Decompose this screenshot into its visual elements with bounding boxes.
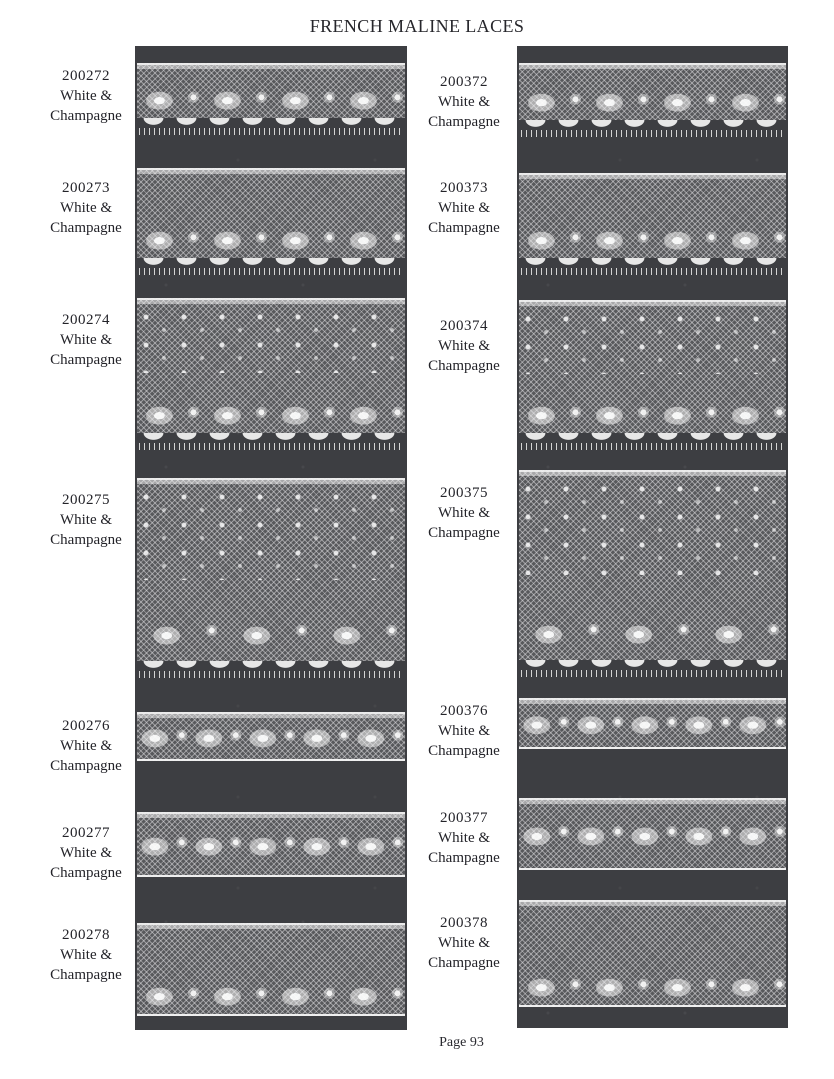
lace-motifs — [519, 606, 786, 658]
lace-sample-200374 — [519, 300, 786, 433]
lace-sample-200377 — [519, 798, 786, 870]
item-shade-line2: Champagne — [50, 352, 122, 368]
sample-label-200372 — [414, 72, 514, 132]
item-shade-line1: White & — [437, 200, 491, 216]
page-title: FRENCH MALINE LACES — [309, 16, 525, 36]
item-shade-line2: Champagne — [428, 358, 500, 374]
item-shade-line1: White & — [437, 94, 491, 110]
sample-label-200272 — [36, 66, 136, 126]
lace-sample-200376 — [519, 698, 786, 749]
sample-label-200376 — [414, 701, 514, 761]
item-shade-line2: Champagne — [428, 850, 500, 866]
lace-sample-200373 — [519, 173, 786, 258]
page-number: Page 93 — [439, 1035, 484, 1050]
lace-sample-200276 — [137, 712, 405, 761]
item-code: 200272 — [62, 68, 110, 84]
item-shade-line2: Champagne — [428, 743, 500, 759]
lace-sample-200275 — [137, 478, 405, 661]
lace-sample-200277 — [137, 812, 405, 877]
photo-strip-left — [135, 46, 407, 1030]
item-shade-line1: White & — [437, 935, 491, 951]
lace-net-dots — [137, 308, 405, 373]
item-shade-line2: Champagne — [428, 220, 500, 236]
lace-sample-200372 — [519, 63, 786, 120]
lace-motifs — [137, 607, 405, 659]
item-shade-line2: Champagne — [50, 865, 122, 881]
item-code: 200374 — [440, 318, 488, 334]
lace-motifs — [137, 82, 405, 116]
item-code: 200276 — [62, 718, 110, 734]
item-shade-line2: Champagne — [428, 525, 500, 541]
item-code: 200373 — [440, 180, 488, 196]
lace-net-dots — [519, 480, 786, 575]
sample-label-200373 — [414, 178, 514, 238]
item-shade-line1: White & — [59, 947, 113, 963]
lace-motifs — [137, 720, 405, 752]
item-code: 200377 — [440, 810, 488, 826]
lace-sample-200273 — [137, 168, 405, 258]
item-shade-line2: Champagne — [428, 114, 500, 130]
item-code: 200275 — [62, 492, 110, 508]
item-shade-line2: Champagne — [50, 967, 122, 983]
sample-label-200276 — [36, 716, 136, 776]
lace-motifs — [519, 84, 786, 118]
lace-motifs — [137, 978, 405, 1012]
lace-motifs — [519, 707, 786, 741]
item-shade-line2: Champagne — [50, 108, 122, 124]
sample-label-200273 — [36, 178, 136, 238]
lace-motifs — [519, 969, 786, 1003]
lace-net-dots — [519, 310, 786, 374]
item-code: 200277 — [62, 825, 110, 841]
lace-sample-200272 — [137, 63, 405, 118]
item-shade-line1: White & — [59, 738, 113, 754]
item-shade-line2: Champagne — [50, 220, 122, 236]
lace-sample-200278 — [137, 923, 405, 1016]
item-shade-line1: White & — [59, 845, 113, 861]
item-shade-line1: White & — [437, 338, 491, 354]
lace-sample-200375 — [519, 470, 786, 660]
item-shade-line1: White & — [59, 88, 113, 104]
lace-motifs — [137, 823, 405, 867]
sample-label-200274 — [36, 310, 136, 370]
item-code: 200378 — [440, 915, 488, 931]
item-code: 200375 — [440, 485, 488, 501]
lace-motifs — [519, 397, 786, 431]
item-code: 200278 — [62, 927, 110, 943]
item-shade-line2: Champagne — [50, 532, 122, 548]
lace-motifs — [137, 222, 405, 256]
item-shade-line2: Champagne — [50, 758, 122, 774]
lace-motifs — [519, 810, 786, 859]
item-shade-line1: White & — [437, 723, 491, 739]
item-code: 200273 — [62, 180, 110, 196]
sample-label-200377 — [414, 808, 514, 868]
sample-label-200375 — [414, 483, 514, 543]
item-code: 200376 — [440, 703, 488, 719]
photo-strip-right — [517, 46, 788, 1028]
item-shade-line1: White & — [437, 830, 491, 846]
item-shade-line2: Champagne — [428, 955, 500, 971]
lace-sample-200378 — [519, 900, 786, 1007]
item-code: 200274 — [62, 312, 110, 328]
item-shade-line1: White & — [59, 512, 113, 528]
lace-motifs — [137, 397, 405, 431]
sample-label-200275 — [36, 490, 136, 550]
sample-label-200378 — [414, 913, 514, 973]
item-shade-line1: White & — [59, 332, 113, 348]
lace-sample-200274 — [137, 298, 405, 433]
lace-net-dots — [137, 488, 405, 580]
sample-label-200374 — [414, 316, 514, 376]
item-shade-line1: White & — [437, 505, 491, 521]
lace-motifs — [519, 222, 786, 256]
item-code: 200372 — [440, 74, 488, 90]
sample-label-200278 — [36, 925, 136, 985]
item-shade-line1: White & — [59, 200, 113, 216]
sample-label-200277 — [36, 823, 136, 883]
